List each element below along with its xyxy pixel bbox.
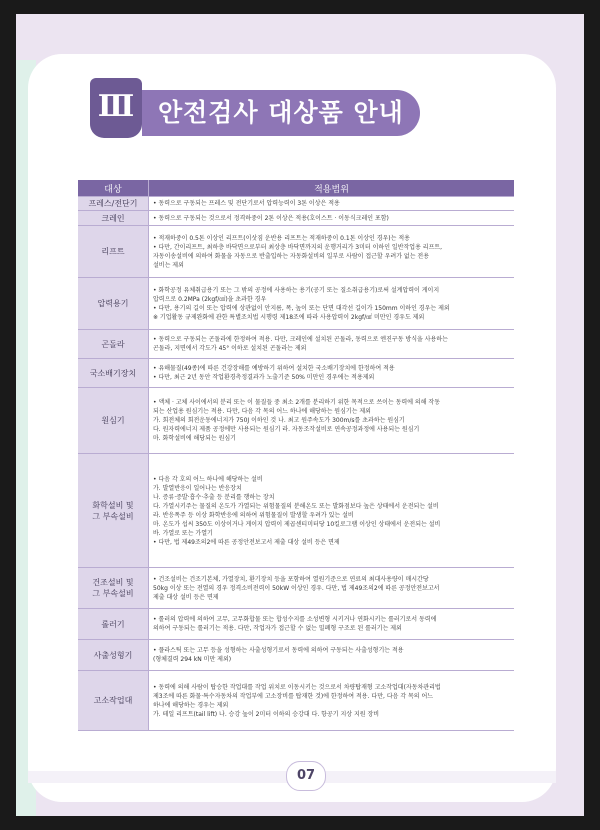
- scope-line: • 다만, 법 제49조의2에 따른 공정안전보고서 제출 대상 설비 등은 면제: [153, 538, 340, 546]
- scope-line: (형체결력 294 kN 미만 제외): [153, 656, 232, 663]
- scope-line: 마. 화학설비에 해당되는 원심기: [153, 435, 236, 442]
- table-row: [78, 609, 514, 640]
- category-cell: [78, 609, 149, 640]
- scope-cell: [149, 640, 515, 671]
- scope-line: 곤돌라, 지면에서 각도가 45° 이하로 설치된 곤돌라는 제외: [153, 345, 307, 352]
- scope-cell: [149, 609, 515, 640]
- scope-line: 되는 산업용 원심기는 적용. 다만, 다음 각 목의 어느 하나에 해당하는 원심기는 제외: [153, 408, 371, 415]
- scope-line: ※ 기업활동 규제완화에 관한 특별조치법 시행령 제18조에 따라 사용압력이 2kgf/㎠ 미만인 경우도 제외: [153, 313, 425, 321]
- table-row: [78, 359, 514, 388]
- category-label: 롤러기: [101, 619, 125, 629]
- scope-line: 제3조에 따른 화물·특수자동차의 작업부에 고소장비를 탑재한 것)에 한정하여 적용. 다만, 다음 각 목의 어느: [153, 692, 434, 700]
- category-cell: [78, 568, 149, 609]
- category-label: 리프트: [101, 247, 125, 256]
- scope-cell: [149, 454, 515, 568]
- scope-line: 가. 발열반응이 일어나는 반응장치: [153, 484, 242, 492]
- category-label: 국소배기장치: [89, 368, 137, 378]
- scope-cell: [149, 278, 515, 330]
- section-title-bar: [142, 90, 420, 136]
- page-number-badge: [286, 761, 326, 791]
- category-cell: [78, 197, 149, 211]
- category-cell: [78, 671, 149, 731]
- table-body: [78, 197, 514, 731]
- scope-line: • 플라스틱 또는 고무 등을 성형하는 사출성형기로서 동력에 의하여 구동되는 사출성형기는 적용: [153, 647, 404, 654]
- scope-line: • 화학공정 유체취급용기 또는 그 밖의 공정에 사용하는 용기(공기 또는 질소취급용기)로써 설계압력이 게이지: [153, 286, 440, 294]
- section-numeral-tab: [90, 78, 142, 138]
- scope-line: • 건조설비는 건조기본체, 가열장치, 환기장치 등을 포함하여 열원기준으로 연료의 최대사용량이 매시간당: [153, 575, 429, 583]
- table-row: [78, 197, 514, 211]
- inspection-table: [78, 180, 514, 731]
- scope-line: 다. 원자력에너지 제품 공정에만 사용되는 원심기 라. 자동조작설비로 연속공정과정에 사용되는 원심기: [153, 426, 420, 433]
- scope-line: 나. 증류·증발·흡수·추출 등 분리를 행하는 장치: [153, 493, 275, 501]
- scope-line: 하나에 해당하는 경우는 제외: [153, 701, 229, 709]
- category-label: 그 부속설비: [92, 589, 134, 598]
- scope-cell: [149, 197, 515, 211]
- scope-cell: [149, 388, 515, 454]
- scope-line: • 동력에 의해 사람이 탑승한 작업대를 작업 위치로 이동시키는 것으로서 차량탑재형 고소작업대(자동차관리법: [153, 683, 441, 691]
- category-label: 그 부속설비: [92, 511, 134, 521]
- category-cell: [78, 640, 149, 671]
- category-label: 화학설비 및: [92, 500, 134, 510]
- page-number: 07: [296, 768, 316, 783]
- scope-line: • 다음 각 호의 어느 하나에 해당하는 설비: [153, 475, 263, 483]
- category-label: 크레인: [101, 213, 125, 223]
- scope-line: 가. 테일 리프트(tail lift) 나. 승강 높이 2미터 이하의 승강대 다. 항공기 지상 지원 장비: [153, 710, 380, 718]
- scope-line: • 동력으로 구동되는 프레스 및 전단기로서 압력능력이 3톤 이상은 적용: [153, 200, 340, 207]
- category-label: 고소작업대: [93, 696, 133, 705]
- scope-line: • 동력으로 구동되는 곤돌라에 한정하여 적용. 다만, 크레인에 설치된 곤돌라, 동력으로 엔진구동 방식을 사용하는: [153, 336, 448, 343]
- category-label: 사출성형기: [93, 650, 133, 660]
- scope-cell: [149, 568, 515, 609]
- table-row: [78, 226, 514, 278]
- scope-line: • 다만, 간이리프트, 최하층 바닥면으로부터 최상층 바닥면까지의 운행거리가 3미터 이하인 일반작업용 리프트,: [153, 243, 443, 251]
- table-row: [78, 278, 514, 330]
- header-scope: 적용범위: [149, 180, 515, 197]
- section-numeral: Ⅲ: [97, 89, 135, 124]
- category-label: 건조설비 및: [92, 578, 134, 587]
- scope-cell: [149, 359, 515, 388]
- category-cell: [78, 211, 149, 226]
- header-target: 대상: [78, 180, 149, 197]
- scope-cell: [149, 211, 515, 226]
- table-row: [78, 330, 514, 359]
- category-label: 원심기: [101, 416, 125, 425]
- category-cell: [78, 359, 149, 388]
- scope-line: • 유해물질(49종)에 따른 건강장해를 예방하기 위하여 설치한 국소배기장치에 한정하여 적용: [153, 365, 395, 372]
- table-row: [78, 671, 514, 731]
- scope-line: 의하여 구동되는 롤러기는 적용. 다만, 작업자가 접근할 수 없는 밀폐형 구조로 된 롤러기는 제외: [153, 625, 402, 632]
- category-label: 압력용기: [97, 299, 129, 308]
- scope-line: 가. 회전체의 회전운동에너지가 750J 이하인 것 나. 최고 원주속도가 300m/s를 초과하는 원심기: [153, 417, 405, 424]
- category-cell: [78, 330, 149, 359]
- scope-line: 라. 반응폭주 등 이상 화학반응에 의하여 위험물질이 발생할 우려가 있는 설비: [153, 511, 354, 519]
- table-row: [78, 388, 514, 454]
- category-cell: [78, 454, 149, 568]
- scope-line: 설비는 제외: [153, 261, 184, 269]
- scope-cell: [149, 671, 515, 731]
- scope-line: 다. 가열시키주는 물질의 온도가 가열되는 위험물질의 분해온도 또는 발화점보다 높은 상태에서 운전되는 설비: [153, 502, 439, 510]
- scope-line: 바. 가열로 또는 가열기: [153, 529, 213, 537]
- table-header-row: [78, 180, 514, 197]
- scope-cell: [149, 330, 515, 359]
- category-cell: [78, 278, 149, 330]
- category-label: 곤돌라: [101, 339, 125, 349]
- table-row: [78, 640, 514, 671]
- scope-line: • 다만, 용기의 길이 또는 압력에 상관없이 안지름, 폭, 높이 또는 단면 대각선 길이가 150mm 이하인 경우는 제외: [153, 304, 450, 312]
- table-row: [78, 454, 514, 568]
- scope-line: • 롤러의 압력에 의하여 고무, 고무화합물 또는 합성수지를 소성변형 시키거나 연화시키는 롤러기로서 동력에: [153, 616, 437, 623]
- category-cell: [78, 388, 149, 454]
- category-label: 프레스/전단기: [88, 199, 138, 208]
- scope-line: 제출 대상 설비 등은 면제: [153, 593, 219, 601]
- table-row: [78, 211, 514, 226]
- scope-cell: [149, 226, 515, 278]
- scope-line: • 다만, 최근 2년 동안 작업환경측정결과가 노출기준 50% 미만인 경우에는 적용제외: [153, 374, 375, 381]
- section-title: 안전검사 대상품 안내: [158, 98, 404, 127]
- category-cell: [78, 226, 149, 278]
- scope-line: 자동이송설비에 의하여 화물을 자동으로 반출입하는 자동화설비의 일부로 사람이 접근할 우려가 없는 전용: [153, 252, 430, 260]
- scope-line: • 적재하중이 0.5톤 이상인 리프트(이삿짐 운반용 리프트는 적재하중이 0.1톤 이상인 경우)는 적용: [153, 234, 410, 242]
- scope-line: 마. 온도가 섭씨 350도 이상이거나 게이지 압력이 제곱센티미터당 10킬로그램 이상인 상태에서 운전되는 설비: [153, 520, 441, 528]
- scope-line: • 동력으로 구동되는 것으로서 정격하중이 2톤 이상은 적용(호이스트 · 이동식크레인 포함): [153, 214, 389, 222]
- scope-line: 50kg 이상 또는 전열의 경우 정격소비전력이 50kW 이상인 경우. 다만, 법 제49조의2에 따른 공정안전보고서: [153, 584, 440, 592]
- table-row: [78, 568, 514, 609]
- scope-line: • 액체 · 고체 사이에서의 분리 또는 이 물질들 중 최소 2개를 분리하기 위한 목적으로 쓰이는 동력에 의해 작동: [153, 399, 441, 406]
- scope-line: 압력으로 0.2MPa (2kgf/㎠)을 초과한 경우: [153, 295, 267, 303]
